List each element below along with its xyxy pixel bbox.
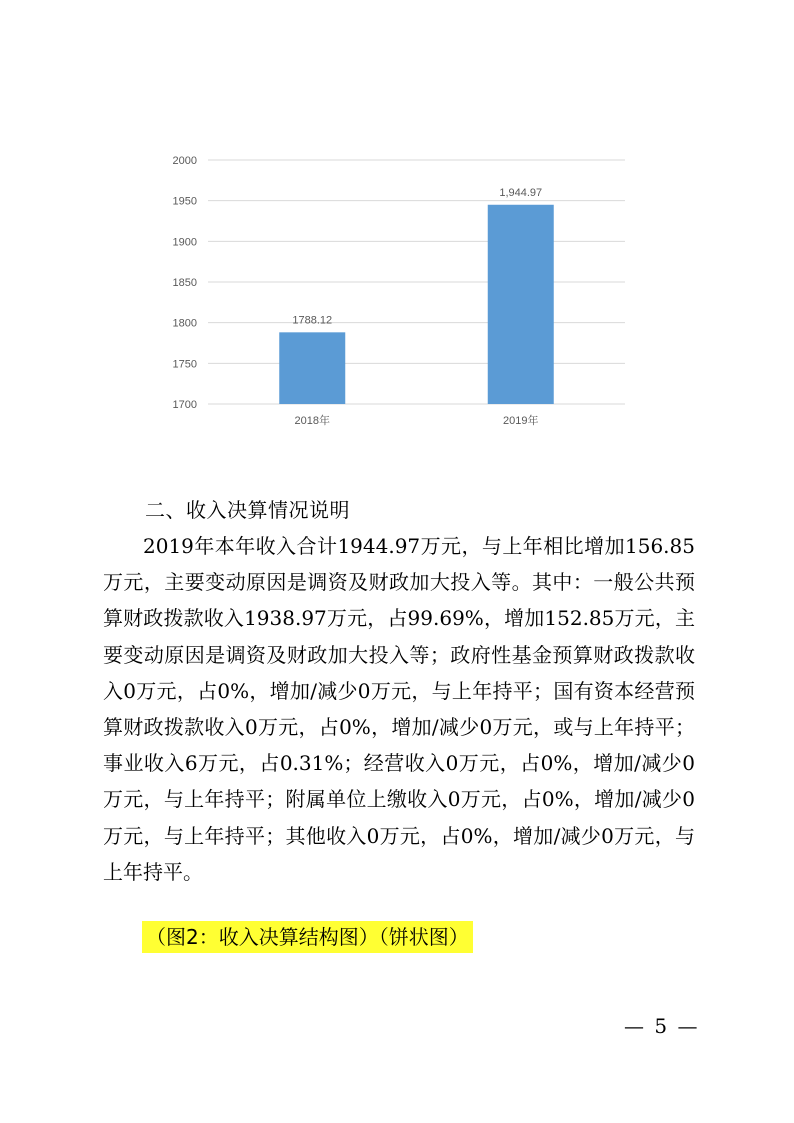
section-heading: 二、收入决算情况说明 <box>145 498 350 522</box>
bar <box>279 332 345 404</box>
page-number: — 5 — <box>624 1014 700 1038</box>
data-label: 1788.12 <box>292 314 333 327</box>
revenue-bar-chart <box>150 140 640 440</box>
y-tick-label: 1950 <box>172 195 197 208</box>
y-tick-label: 1850 <box>172 277 197 289</box>
bar <box>488 205 554 404</box>
y-tick-label: 1800 <box>172 317 197 330</box>
section-paragraph: 2019年本年收入合计1944.97万元，与上年相比增加156.85万元，主要变动原因是调资及财政加大投入等。其中：一般公共预算财政拨款收入1938.97万元，占99.69%，增加152.85万元，主要变动原因是调资及财政加大投入等；政府性基金预算财政拨款收入0万元，占0%，增加/减少0万元，与上年持平；国有资本经营预算财政拨款收入0万元，占0%，增加/减少0万元，或与上年持平；事业收入6万元，占0.31%；经营收入0万元，占0%，增加/减少0万元，与上年持平；附属单位上缴收入0万元，占0%，增加/减少0万元，与上年持平；其他收入0万元，占0%，增加/减少0万元，与上年持平。 <box>103 534 695 884</box>
data-label: 1,944.97 <box>499 186 543 199</box>
y-tick-label: 1750 <box>172 358 197 371</box>
y-tick-label: 1900 <box>172 236 197 249</box>
figure-caption: （图2：收入决算结构图）（饼状图） <box>142 921 473 953</box>
x-tick-label: 2018年 <box>294 415 330 427</box>
x-tick-label: 2019年 <box>503 415 539 427</box>
y-tick-label: 2000 <box>172 155 197 167</box>
y-tick-label: 1700 <box>172 399 197 411</box>
